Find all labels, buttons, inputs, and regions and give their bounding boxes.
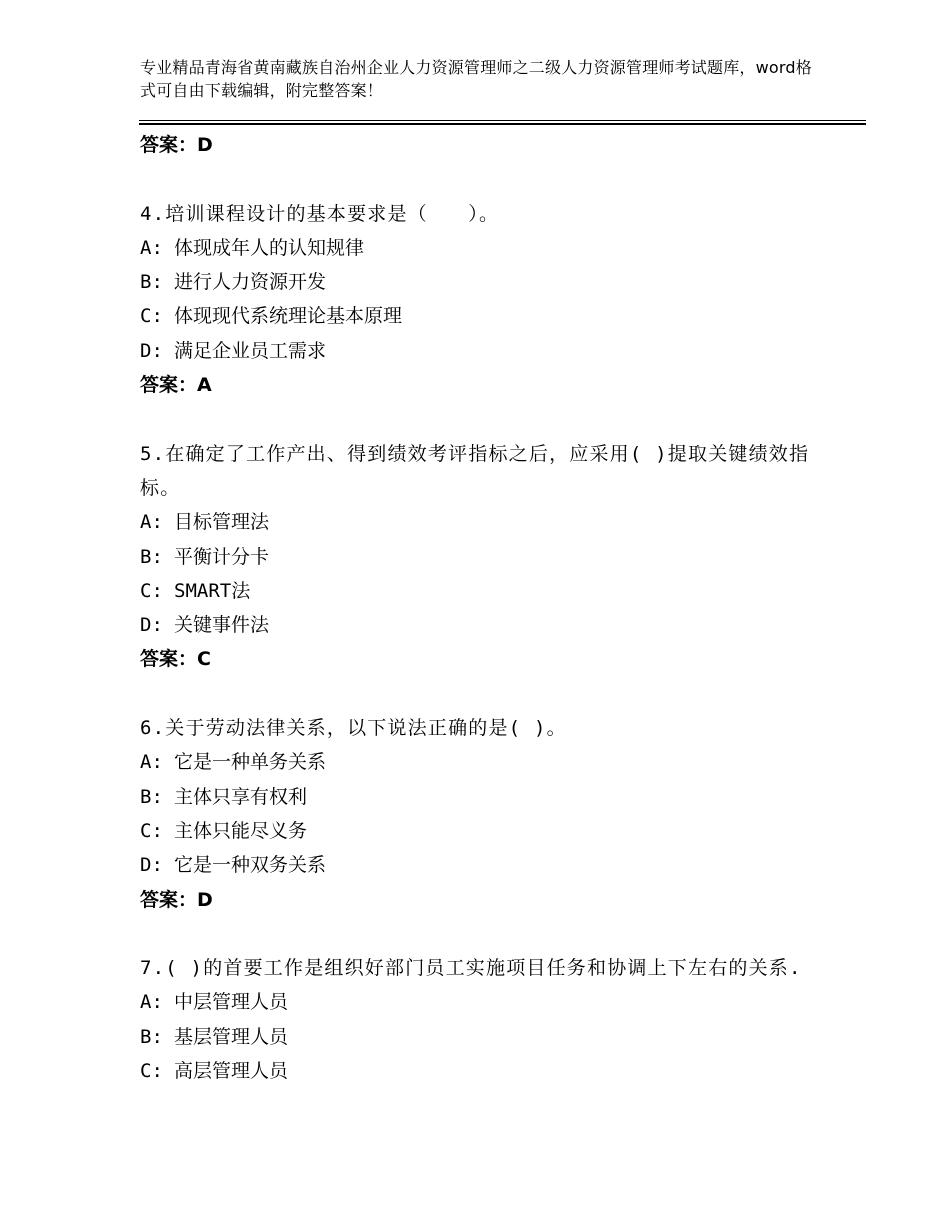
- option-label: A:: [140, 751, 163, 774]
- option-label: C:: [140, 305, 163, 328]
- option-text: 它是一种双务关系: [174, 854, 327, 877]
- option-b: [140, 1020, 820, 1054]
- option-label: A:: [140, 511, 163, 534]
- option-a: [140, 985, 820, 1019]
- option-label: C:: [140, 579, 163, 602]
- option-a: [140, 505, 820, 539]
- option-a: [140, 231, 820, 265]
- option-text: 体现现代系统理论基本原理: [174, 305, 403, 328]
- document-header: 专业精品青海省黄南藏族自治州企业人力资源管理师之二级人力资源管理师考试题库，word格式可自由下载编辑，附完整答案！: [140, 58, 812, 100]
- answer-line: 答案：D: [140, 888, 213, 911]
- option-text: 中层管理人员: [174, 991, 289, 1014]
- option-d: [140, 848, 820, 882]
- question-stem: 6.关于劳动法律关系，以下说法正确的是( )。: [140, 717, 567, 740]
- spacer: [140, 677, 820, 711]
- spacer: [140, 917, 820, 951]
- option-label: A:: [140, 236, 163, 259]
- option-label: B:: [140, 785, 163, 808]
- option-text: 目标管理法: [174, 511, 270, 534]
- question-stem: 5.在确定了工作产出、得到绩效考评指标之后，应采用( )提取关键绩效指标。: [140, 442, 810, 499]
- question-list: [140, 128, 820, 1088]
- option-label: D:: [140, 339, 163, 362]
- option-text: SMART法: [174, 579, 251, 602]
- option-b: [140, 265, 820, 299]
- option-b: [140, 780, 820, 814]
- option-c: [140, 814, 820, 848]
- answer-line: 答案：D: [140, 134, 213, 156]
- question-stem: 7.( )的首要工作是组织好部门员工实施项目任务和协调上下左右的关系.: [140, 957, 802, 980]
- option-text: 主体只能尽义务: [174, 819, 308, 842]
- option-text: 基层管理人员: [174, 1025, 289, 1048]
- option-label: B:: [140, 271, 163, 294]
- option-a: [140, 745, 820, 779]
- option-label: B:: [140, 545, 163, 568]
- option-d: [140, 608, 820, 642]
- option-d: [140, 334, 820, 368]
- option-text: 满足企业员工需求: [174, 339, 327, 362]
- option-c: [140, 299, 820, 333]
- option-label: D:: [140, 614, 163, 637]
- option-text: 主体只享有权利: [174, 785, 308, 808]
- spacer: [140, 402, 820, 436]
- option-b: [140, 540, 820, 574]
- option-text: 体现成年人的认知规律: [174, 236, 365, 259]
- answer-line: 答案：A: [140, 374, 212, 397]
- option-label: D:: [140, 854, 163, 877]
- option-c: [140, 574, 820, 608]
- option-text: 关键事件法: [174, 614, 270, 637]
- header-divider: [139, 120, 866, 125]
- spacer: [140, 162, 820, 196]
- option-c: [140, 1054, 820, 1088]
- question-stem: 4.培训课程设计的基本要求是（ ）。: [140, 202, 500, 225]
- option-text: 它是一种单务关系: [174, 751, 327, 774]
- option-text: 平衡计分卡: [174, 545, 270, 568]
- option-text: 高层管理人员: [174, 1060, 289, 1083]
- option-label: C:: [140, 819, 163, 842]
- option-text: 进行人力资源开发: [174, 271, 327, 294]
- answer-line: 答案：C: [140, 648, 211, 671]
- option-label: B:: [140, 1025, 163, 1048]
- option-label: A:: [140, 991, 163, 1014]
- option-label: C:: [140, 1060, 163, 1083]
